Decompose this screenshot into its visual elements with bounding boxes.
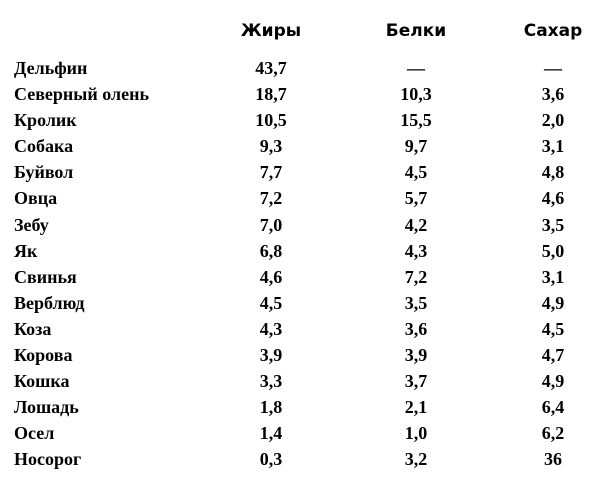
fat-value: 10,5	[255, 110, 287, 131]
animal-name: Осел	[14, 423, 55, 444]
sugar-value: 4,5	[541, 318, 565, 339]
protein-value: 15,5	[400, 110, 432, 131]
table-row	[0, 107, 600, 133]
animal-name: Буйвол	[14, 162, 74, 183]
sugar-value: 4,9	[541, 371, 565, 392]
protein-value: 3,7	[404, 371, 428, 392]
animal-name: Лошадь	[14, 397, 79, 418]
fat-value: 6,8	[259, 240, 283, 261]
protein-value: 3,2	[404, 449, 428, 470]
sugar-value: 36	[544, 449, 562, 470]
protein-value: 1,0	[404, 423, 428, 444]
fat-value: 7,7	[259, 162, 283, 183]
table-row	[0, 264, 600, 290]
sugar-value: 4,6	[541, 188, 565, 209]
animal-name: Северный олень	[14, 84, 149, 105]
protein-value: 3,6	[404, 318, 428, 339]
sugar-value: 4,8	[541, 162, 565, 183]
animal-name: Верблюд	[14, 292, 85, 313]
fat-value: 4,3	[259, 318, 283, 339]
fat-value: 3,9	[259, 345, 283, 366]
sugar-value: 6,2	[541, 423, 565, 444]
sugar-value: —	[544, 58, 562, 78]
fat-value: 18,7	[255, 84, 287, 105]
table-row	[0, 81, 600, 107]
sugar-value: 3,1	[541, 266, 565, 287]
protein-value: 10,3	[400, 84, 432, 105]
sugar-value: 3,5	[541, 214, 565, 235]
table-body	[0, 55, 600, 473]
protein-value: 5,7	[404, 188, 428, 209]
animal-name: Корова	[14, 345, 73, 366]
animal-name: Як	[14, 240, 38, 261]
fat-value: 0,3	[259, 449, 283, 470]
fat-value: 9,3	[259, 136, 283, 157]
table-row	[0, 212, 600, 238]
sugar-value: 2,0	[541, 110, 565, 131]
protein-value: 4,3	[404, 240, 428, 261]
header-protein: Белки	[385, 21, 447, 41]
sugar-value: 4,9	[541, 292, 565, 313]
table-row	[0, 368, 600, 394]
table-header	[0, 18, 600, 44]
header-sugar: Сахар	[523, 21, 583, 41]
animal-name: Свинья	[14, 266, 77, 287]
table-row	[0, 394, 600, 420]
animal-name: Дельфин	[14, 58, 88, 78]
protein-value: 9,7	[404, 136, 428, 157]
sugar-value: 4,7	[541, 345, 565, 366]
protein-value: —	[407, 58, 425, 78]
animal-name: Кролик	[14, 110, 77, 131]
animal-name: Собака	[14, 136, 74, 157]
table-row	[0, 159, 600, 185]
sugar-value: 5,0	[541, 240, 565, 261]
protein-value: 3,5	[404, 292, 428, 313]
animal-name: Овца	[14, 188, 58, 209]
protein-value: 3,9	[404, 345, 428, 366]
fat-value: 1,4	[259, 423, 283, 444]
protein-value: 4,2	[404, 214, 428, 235]
animal-name: Зебу	[14, 214, 49, 235]
sugar-value: 3,1	[541, 136, 565, 157]
fat-value: 43,7	[255, 58, 287, 78]
fat-value: 1,8	[259, 397, 283, 418]
table-row	[0, 185, 600, 211]
table-row	[0, 316, 600, 342]
sugar-value: 3,6	[541, 84, 565, 105]
protein-value: 7,2	[404, 266, 428, 287]
table-row	[0, 133, 600, 159]
sugar-value: 6,4	[541, 397, 565, 418]
fat-value: 4,6	[259, 266, 283, 287]
header-fat: Жиры	[240, 21, 302, 41]
table-row	[0, 342, 600, 368]
fat-value: 3,3	[259, 371, 283, 392]
fat-value: 7,0	[259, 214, 283, 235]
table-row	[0, 290, 600, 316]
table-row	[0, 238, 600, 264]
animal-name: Коза	[14, 318, 52, 339]
fat-value: 7,2	[259, 188, 283, 209]
table-row	[0, 55, 600, 81]
protein-value: 2,1	[404, 397, 428, 418]
fat-value: 4,5	[259, 292, 283, 313]
table-row	[0, 446, 600, 472]
animal-name: Носорог	[14, 449, 82, 470]
animal-name: Кошка	[14, 371, 70, 392]
table-row	[0, 420, 600, 446]
protein-value: 4,5	[404, 162, 428, 183]
